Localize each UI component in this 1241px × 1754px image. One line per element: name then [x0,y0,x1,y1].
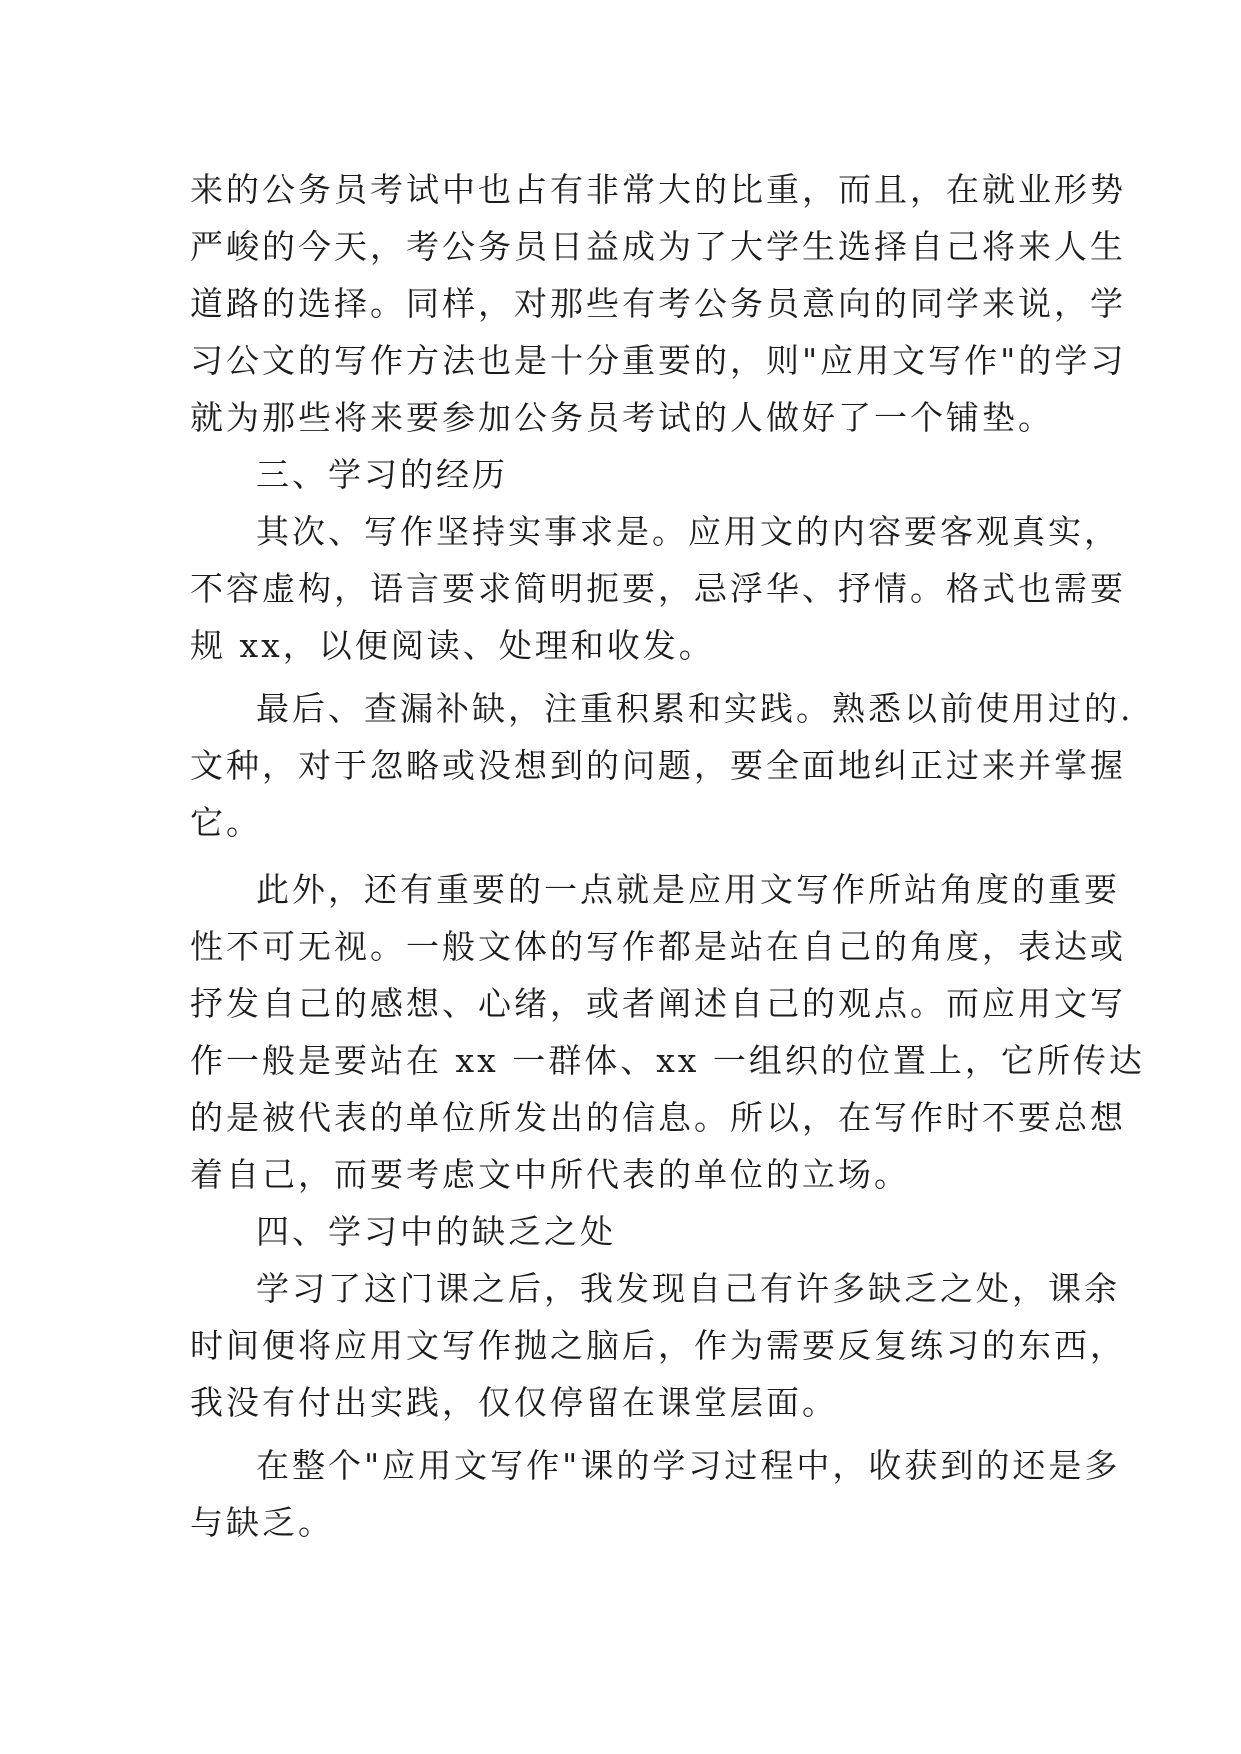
text-line: 时间便将应用文写作抛之脑后，作为需要反复练习的东西， [190,1326,1126,1365]
text-line: 不容虚构，语言要求简明扼要，忌浮华、抒情。格式也需要 [190,569,1126,608]
text-line: 此外，还有重要的一点就是应用文写作所站角度的重要 [256,870,1120,909]
text-line: 着自己，而要考虑文中所代表的单位的立场。 [190,1155,910,1194]
text-line: 严峻的今天，考公务员日益成为了大学生选择自己将来人生 [190,227,1126,266]
text-line: 它。 [190,803,262,842]
section-heading: 三、学习的经历 [256,455,508,494]
section-heading: 四、学习中的缺乏之处 [256,1212,616,1251]
text-line: 最后、查漏补缺，注重积累和实践。熟悉以前使用过的. [256,689,1134,728]
text-line: 就为那些将来要参加公务员考试的人做好了一个铺垫。 [190,398,1054,437]
text-line: 我没有付出实践，仅仅停留在课堂层面。 [190,1383,838,1422]
text-line: 与缺乏。 [190,1503,334,1542]
text-line: 来的公务员考试中也占有非常大的比重，而且，在就业形势 [190,170,1126,209]
text-line: 性不可无视。一般文体的写作都是站在自己的角度，表达或 [190,927,1126,966]
text-line: 学习了这门课之后，我发现自己有许多缺乏之处，课余 [256,1269,1120,1308]
text-line: 在整个"应用文写作"课的学习过程中，收获到的还是多 [256,1446,1121,1485]
text-line: 习公文的写作方法也是十分重要的，则"应用文写作"的学习 [190,341,1127,380]
text-line: 文种，对于忽略或没想到的问题，要全面地纠正过来并掌握 [190,746,1126,785]
text-line: 抒发自己的感想、心绪，或者阐述自己的观点。而应用文写 [190,984,1126,1023]
text-line: 规 xx，以便阅读、处理和收发。 [190,626,715,665]
text-line: 的是被代表的单位所发出的信息。所以，在写作时不要总想 [190,1098,1126,1137]
text-line: 作一般是要站在 xx 一群体、xx 一组织的位置上，它所传达 [190,1041,1145,1080]
text-line: 道路的选择。同样，对那些有考公务员意向的同学来说，学 [190,284,1126,323]
text-line: 其次、写作坚持实事求是。应用文的内容要客观真实， [256,512,1120,551]
